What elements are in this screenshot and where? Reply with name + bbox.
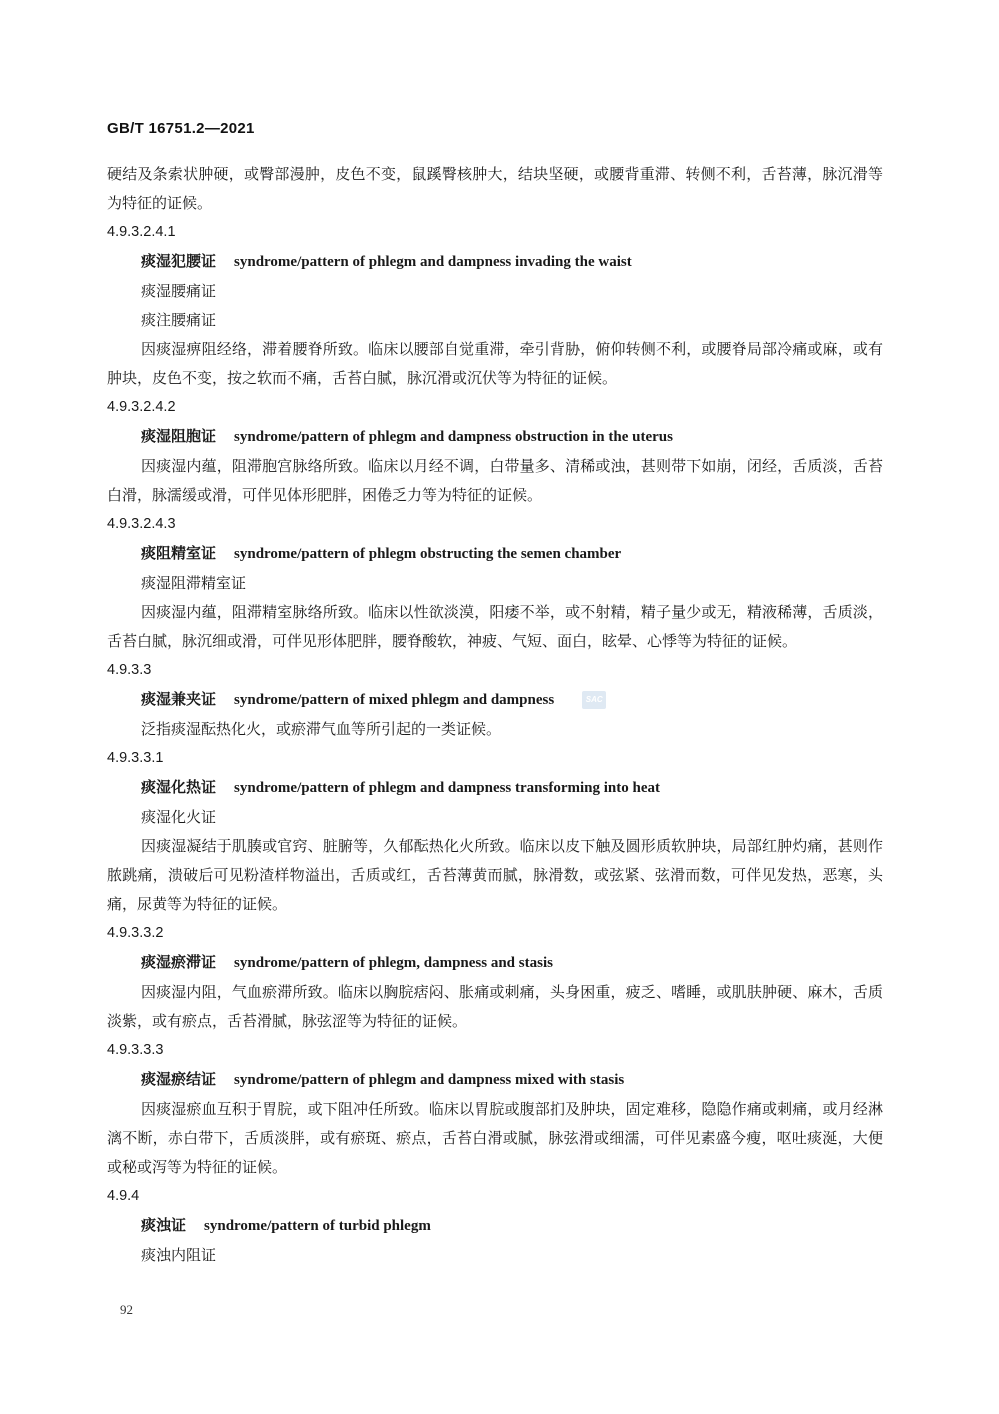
term-heading bbox=[107, 247, 883, 277]
term-english: syndrome/pattern of phlegm, dampness and stasis bbox=[234, 955, 553, 971]
term-chinese: 痰湿阻胞证 bbox=[141, 427, 217, 445]
clause-number: 4.9.4 bbox=[107, 1188, 140, 1204]
definition-paragraph: 因痰湿内阻，气血瘀滞所致。临床以胸脘痞闷、胀痛或刺痛，头身困重，疲乏、嗜睡，或肌肤肿硬、麻木，舌质淡紫，或有瘀点，舌苔滑腻，脉弦涩等为特征的证候。 bbox=[107, 983, 883, 1030]
term-english: syndrome/pattern of phlegm and dampness obstruction in the uterus bbox=[234, 429, 673, 445]
synonym-term: 痰注腰痛证 bbox=[141, 311, 217, 329]
term-chinese: 痰湿兼夹证 bbox=[141, 690, 217, 708]
synonym-term: 痰湿化火证 bbox=[141, 808, 217, 826]
term-heading bbox=[107, 948, 883, 978]
term-chinese: 痰浊证 bbox=[141, 1216, 187, 1234]
page-number: 92 bbox=[120, 1302, 133, 1317]
term-heading bbox=[107, 1211, 883, 1241]
clause-number: 4.9.3.2.4.2 bbox=[107, 399, 176, 415]
term-english: syndrome/pattern of phlegm and dampness transforming into heat bbox=[234, 780, 661, 796]
continued-paragraph: 硬结及条索状肿硬，或臀部漫肿，皮色不变，鼠蹊臀核肿大，结块坚硬，或腰背重滞、转侧不利，舌苔薄，脉沉滑等为特征的证候。 bbox=[107, 165, 883, 212]
clause-number: 4.9.3.3.2 bbox=[107, 925, 164, 941]
definition-paragraph: 因痰湿痹阻经络，滞着腰脊所致。临床以腰部自觉重滞，牵引背胁，俯仰转侧不利，或腰脊局部冷痛或麻，或有肿块，皮色不变，按之软而不痛，舌苔白腻，脉沉滑或沉伏等为特征的证候。 bbox=[107, 340, 883, 387]
term-heading bbox=[107, 422, 883, 452]
term-heading bbox=[107, 1065, 883, 1095]
term-heading bbox=[107, 539, 883, 569]
term-english: syndrome/pattern of phlegm and dampness mixed with stasis bbox=[234, 1072, 625, 1088]
definition-paragraph: 因痰湿内蕴，阻滞胞宫脉络所致。临床以月经不调，白带量多、清稀或浊，甚则带下如崩，闭经，舌质淡，舌苔白滑，脉濡缓或滑，可伴见体形肥胖，困倦乏力等为特征的证候。 bbox=[107, 457, 883, 504]
definition-paragraph: 因痰湿凝结于肌腠或官窍、脏腑等，久郁酝热化火所致。临床以皮下触及圆形质软肿块，局部红肿灼痛，甚则作脓跳痛，溃破后可见粉渣样物溢出，舌质或红，舌苔薄黄而腻，脉滑数，或弦紧、弦滑而数，可伴见发热，恶寒，头痛，尿黄等为特征的证候。 bbox=[107, 837, 883, 913]
synonym-term: 痰湿阻滞精室证 bbox=[141, 574, 247, 592]
term-chinese: 痰湿犯腰证 bbox=[141, 252, 217, 270]
term-chinese: 痰湿瘀滞证 bbox=[141, 953, 217, 971]
synonym-term: 痰浊内阻证 bbox=[141, 1246, 217, 1264]
definition-paragraph: 泛指痰湿酝热化火，或瘀滞气血等所引起的一类证候。 bbox=[141, 720, 502, 738]
standard-code-header: GB/T 16751.2—2021 bbox=[107, 120, 255, 137]
term-chinese: 痰湿瘀结证 bbox=[141, 1070, 217, 1088]
synonym-term: 痰湿腰痛证 bbox=[141, 282, 217, 300]
document-body bbox=[107, 160, 883, 1270]
clause-number: 4.9.3.2.4.3 bbox=[107, 516, 176, 532]
clause-number: 4.9.3.2.4.1 bbox=[107, 224, 176, 240]
clause-number: 4.9.3.3.3 bbox=[107, 1042, 164, 1058]
term-english: syndrome/pattern of turbid phlegm bbox=[204, 1218, 431, 1234]
term-chinese: 痰湿化热证 bbox=[141, 778, 217, 796]
definition-paragraph: 因痰湿瘀血互积于胃脘，或下阻冲任所致。临床以胃脘或腹部扪及肿块，固定难移，隐隐作痛或刺痛，或月经淋漓不断，赤白带下，舌质淡胖，或有瘀斑、瘀点，舌苔白滑或腻，脉弦滑或细濡，可伴见素盛今瘦，呕吐痰涎，大便或秘或泻等为特征的证候。 bbox=[107, 1100, 883, 1176]
clause-number: 4.9.3.3.1 bbox=[107, 750, 164, 766]
term-english: syndrome/pattern of phlegm obstructing the semen chamber bbox=[234, 546, 622, 562]
term-english: syndrome/pattern of mixed phlegm and dampness bbox=[234, 692, 555, 708]
definition-paragraph: 因痰湿内蕴，阻滞精室脉络所致。临床以性欲淡漠，阳痿不举，或不射精，精子量少或无，精液稀薄，舌质淡，舌苔白腻，脉沉细或滑，可伴见形体肥胖，腰脊酸软，神疲、气短、面白，眩晕、心悸等为特征的证候。 bbox=[107, 603, 883, 650]
watermark-logo: SAC bbox=[582, 691, 606, 709]
term-heading bbox=[107, 685, 883, 715]
term-heading bbox=[107, 773, 883, 803]
term-chinese: 痰阻精室证 bbox=[141, 544, 217, 562]
clause-number: 4.9.3.3 bbox=[107, 662, 152, 678]
term-english: syndrome/pattern of phlegm and dampness invading the waist bbox=[234, 254, 632, 270]
